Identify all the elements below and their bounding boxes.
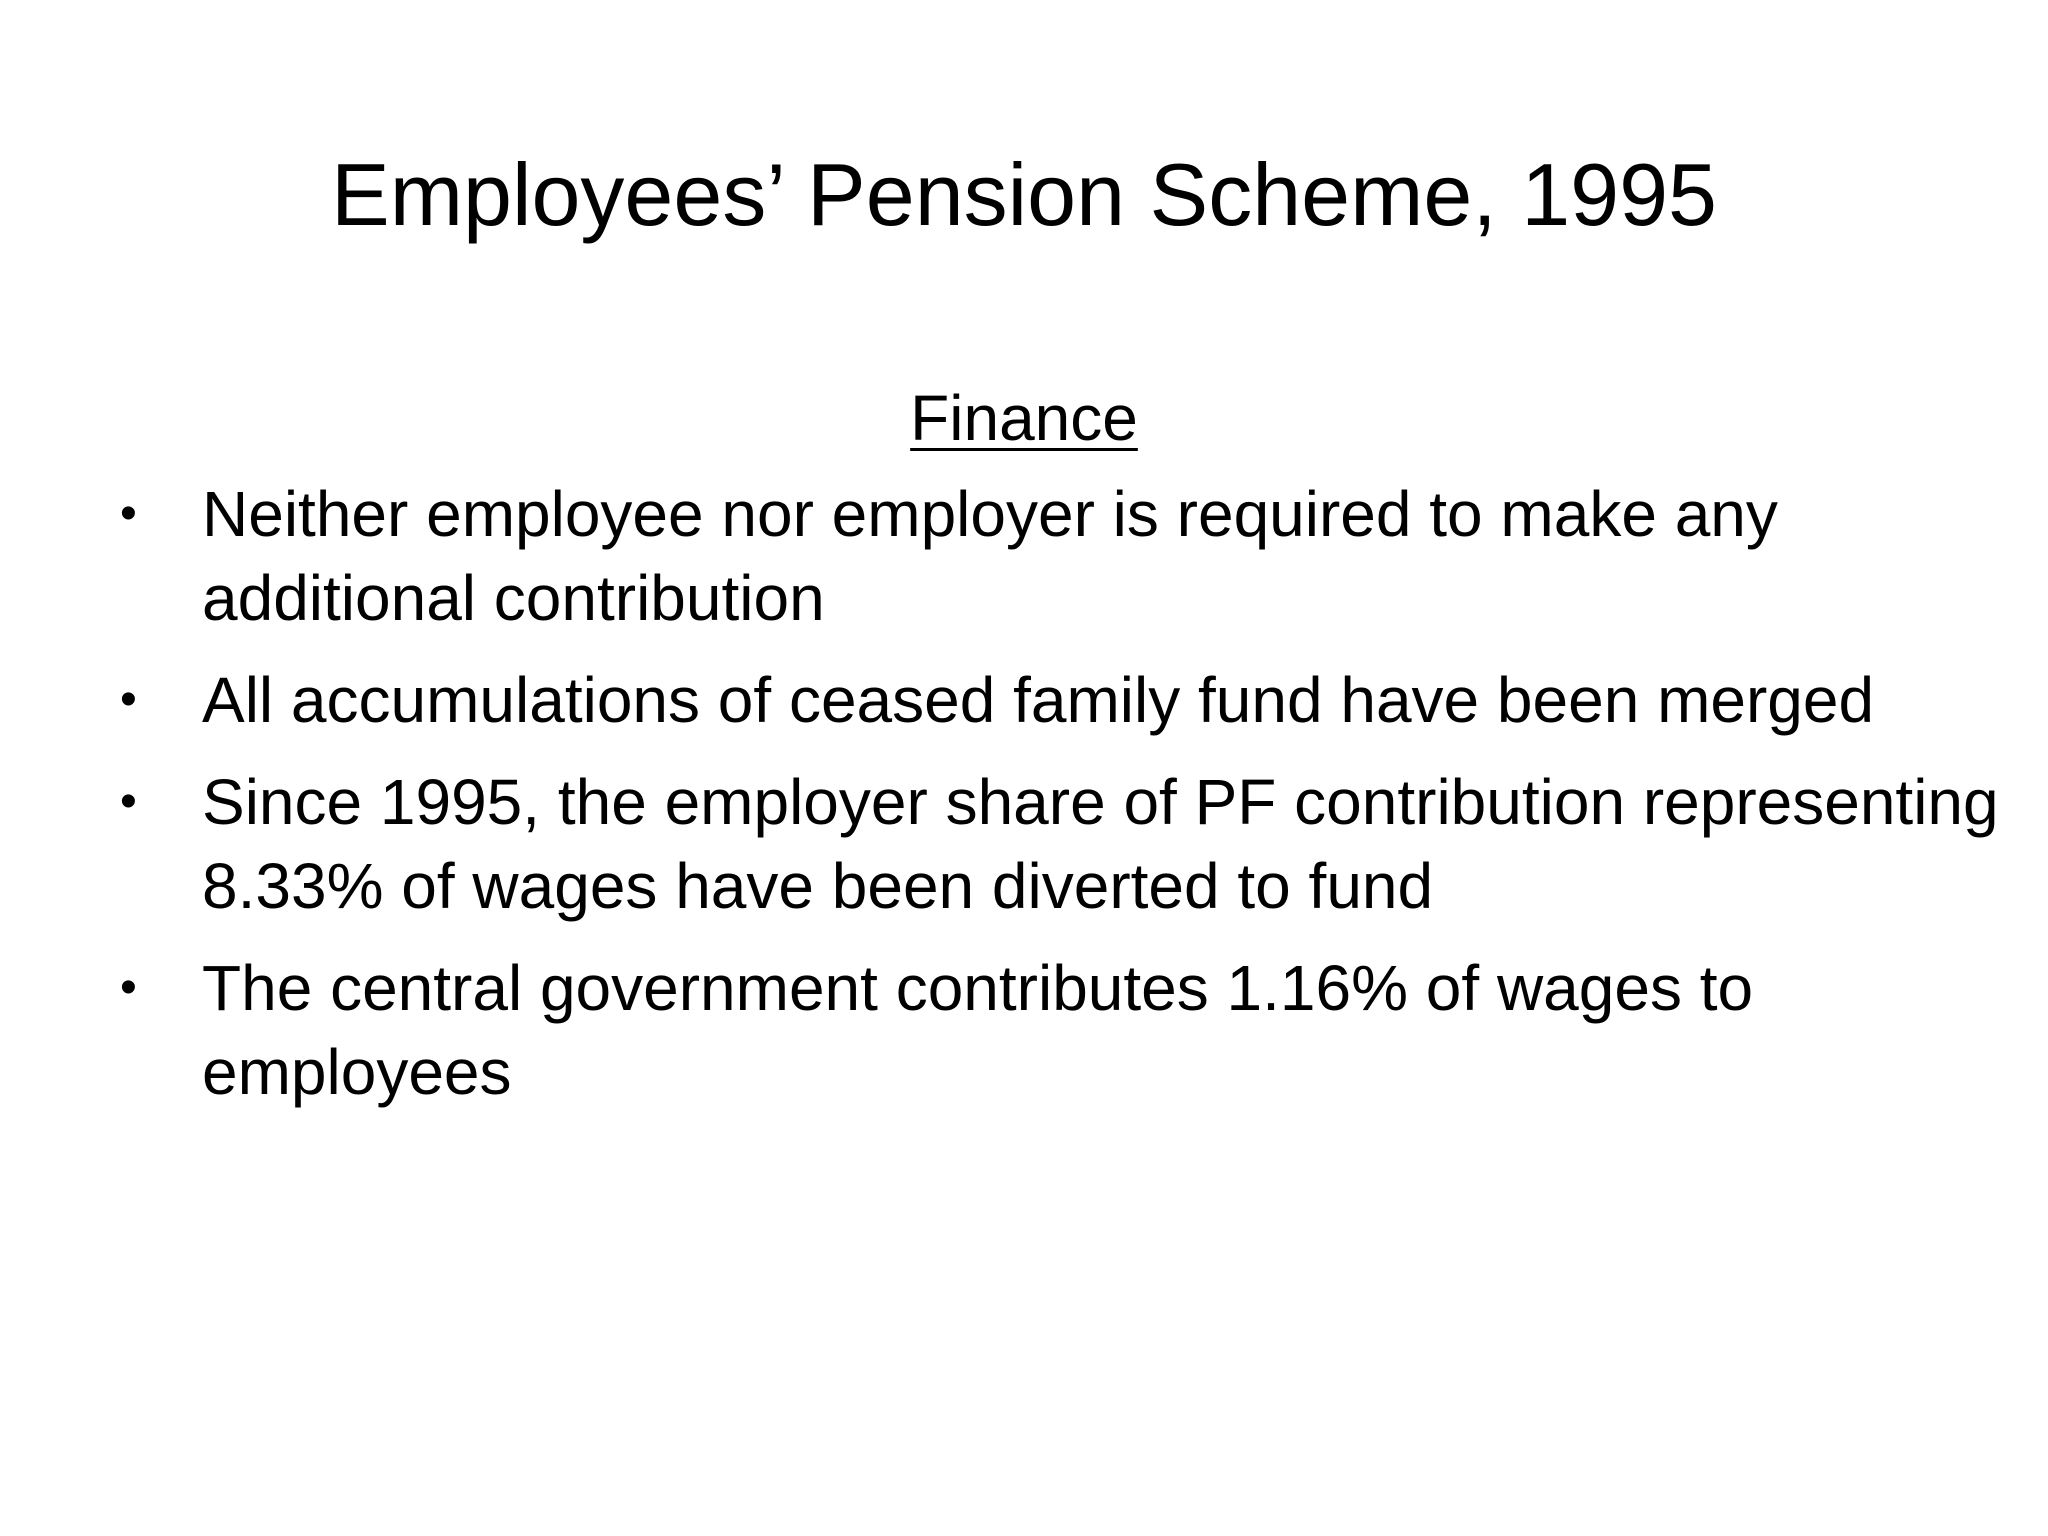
bullet-icon: • [120,673,137,726]
bullet-icon: • [120,961,137,1014]
list-item [120,760,2000,928]
section-subheading: Finance [910,382,1138,454]
list-item [120,658,2000,742]
bullet-text: Neither employee nor employer is required to make any additional contribution [202,478,1778,634]
list-item [120,472,2000,640]
list-item [120,946,2000,1114]
bullet-list [120,472,2000,1132]
bullet-text: Since 1995, the employer share of PF contribution representing 8.33% of wages have been diverted to fund [202,766,1999,922]
bullet-text: All accumulations of ceased family fund have been merged [202,664,1875,736]
slide-title: Employees’ Pension Scheme, 1995 [331,145,1717,244]
bullet-text: The central government contributes 1.16% of wages to employees [202,952,1754,1108]
bullet-icon: • [120,487,137,540]
bullet-icon: • [120,775,137,828]
